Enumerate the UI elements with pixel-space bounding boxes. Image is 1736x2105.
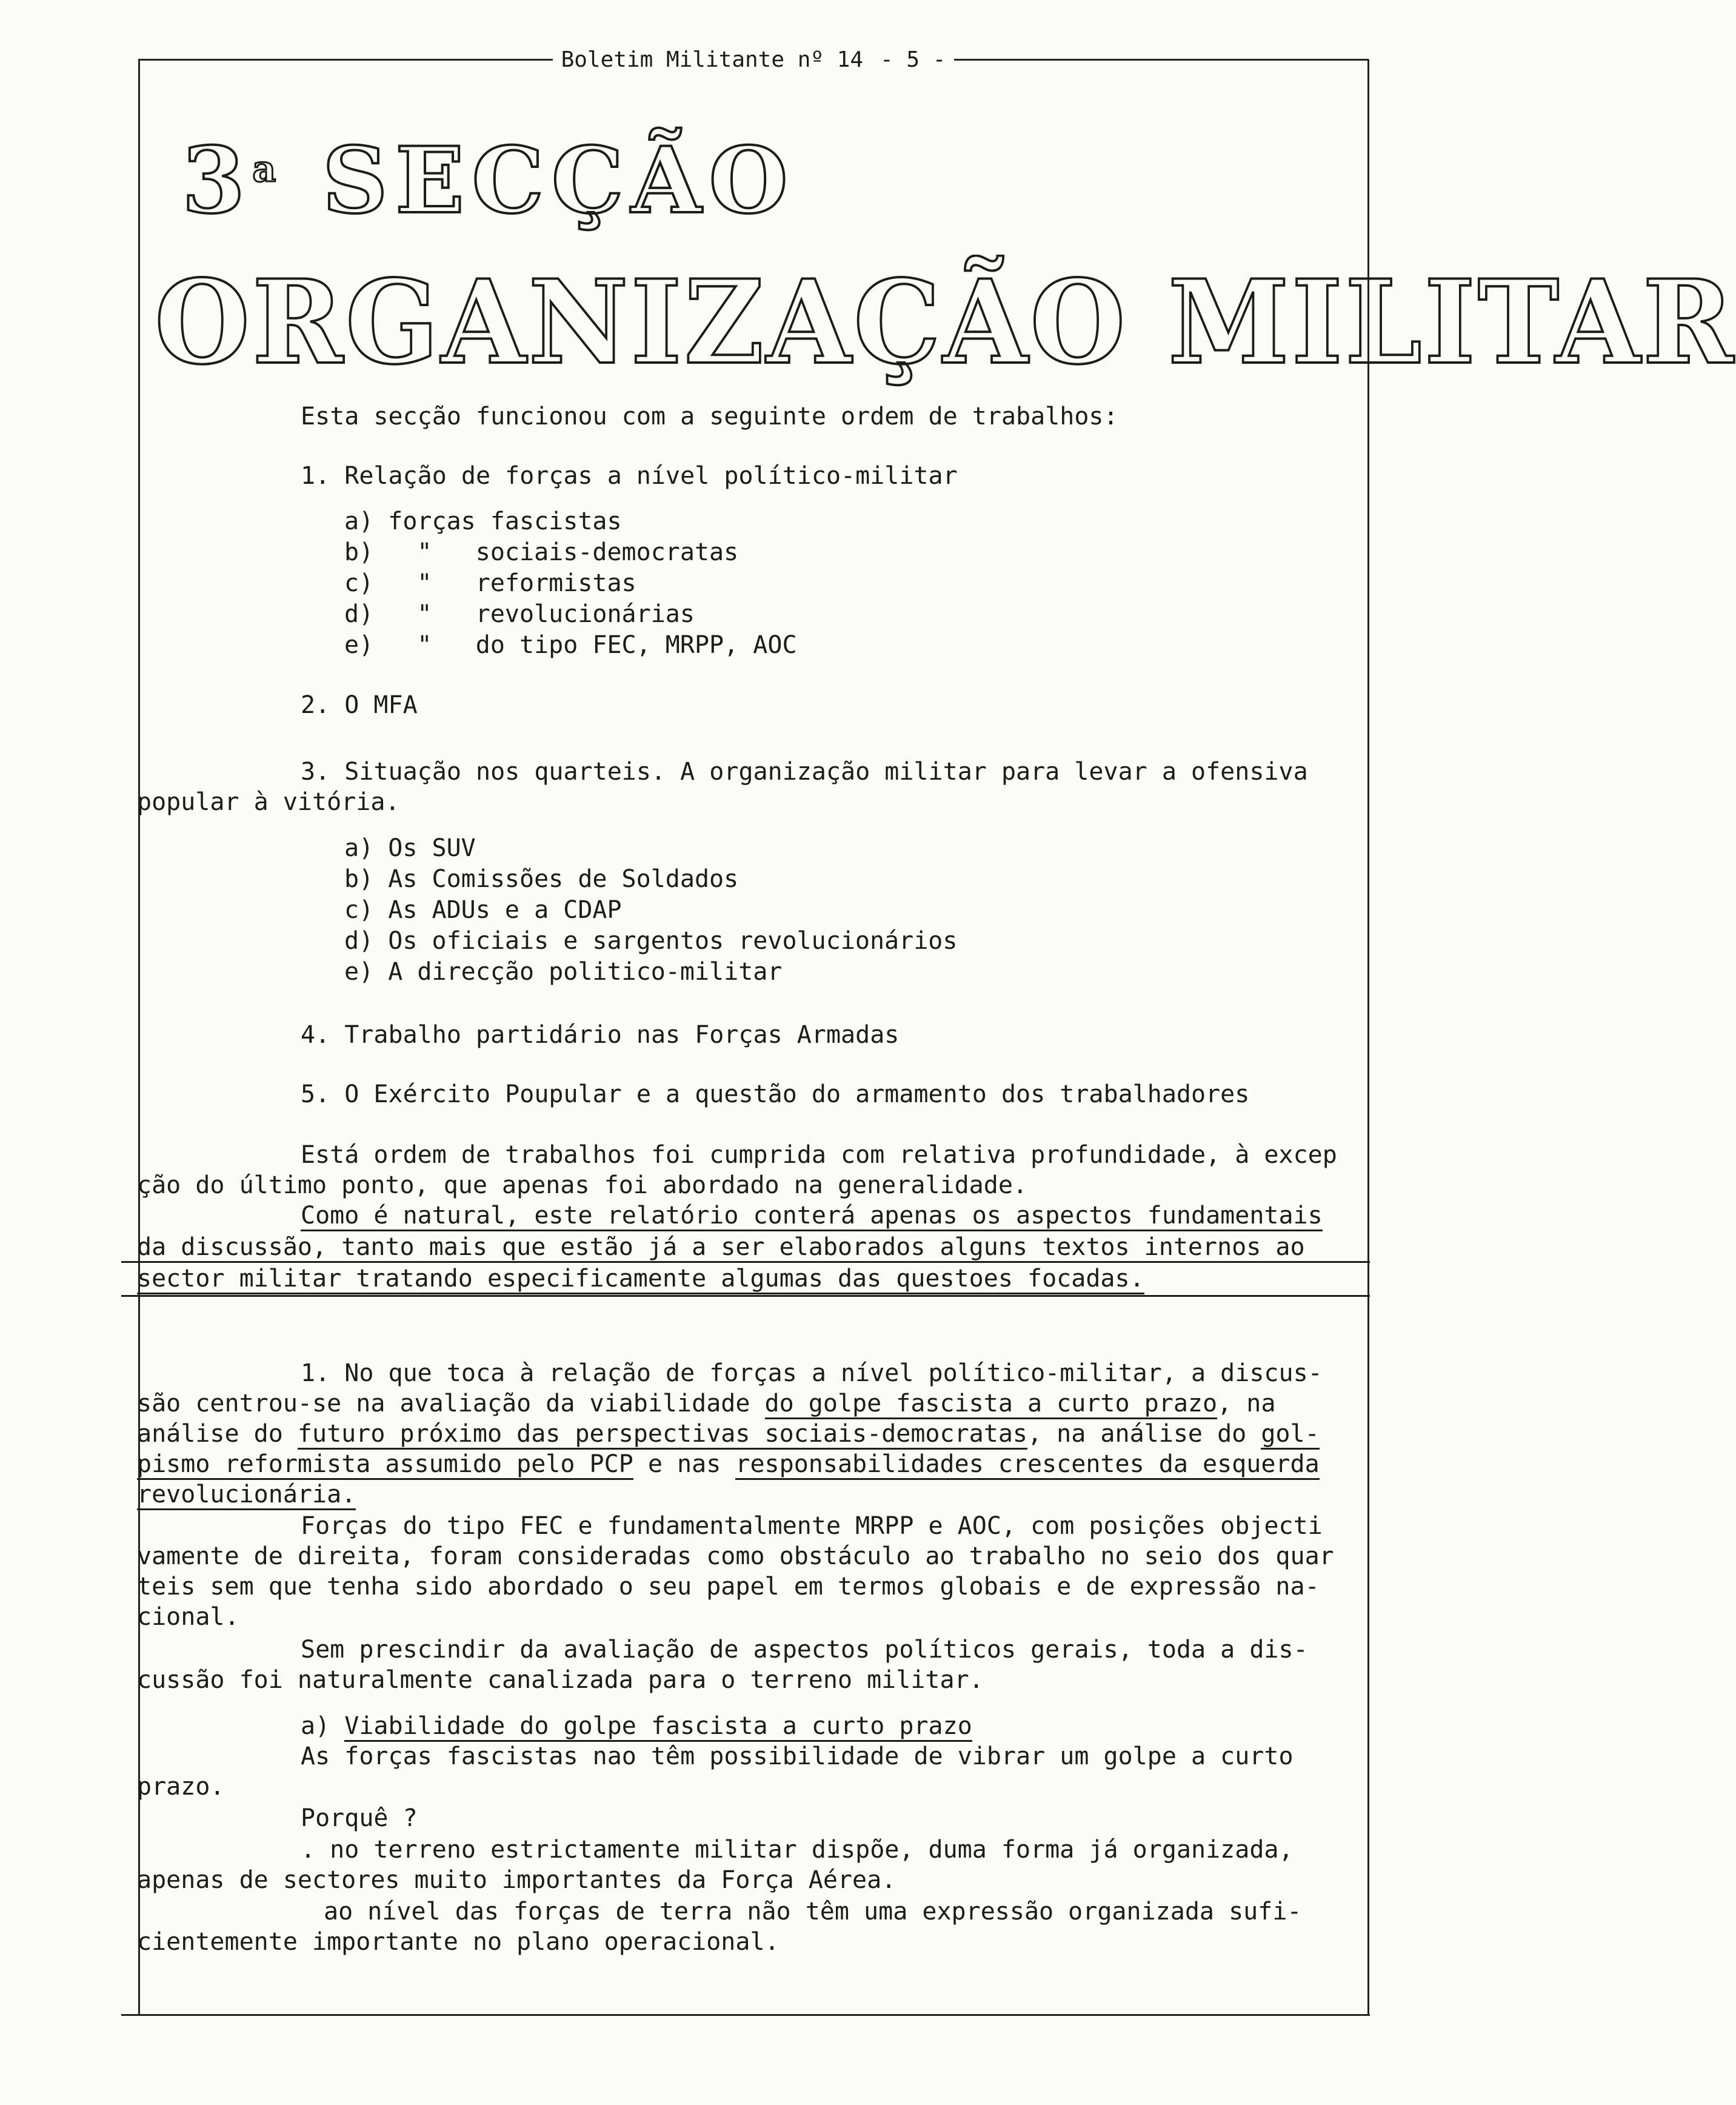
section-a-bullet-1-line-1: . no terreno estrictamente militar dispõe, duma forma já organizada, [301, 1836, 1294, 1864]
para2-line-2-underlined: do golpe fascista a curto prazo [765, 1390, 1218, 1419]
agenda-item-4: 4. Trabalho partidário nas Forças Armadas [301, 1021, 900, 1049]
headline-section-number [182, 127, 795, 234]
para2-line-3-underlined: futuro próximo das perspectivas sociais-democratas [298, 1420, 1027, 1450]
para2-line-4-underlined-end: responsabilidades crescentes da esquerda [735, 1450, 1319, 1480]
para3-line-1: Forças do tipo FEC e fundamentalmente MRPP e AOC, com posições objecti [301, 1512, 1323, 1540]
section-a-bullet-2-line-2: cientemente importante no plano operacional. [137, 1928, 780, 1956]
para1-line-5-underlined: sector militar tratando especificamente algumas das questoes focadas. [137, 1265, 1144, 1294]
section-a-heading-underlined: Viabilidade do golpe fascista a curto prazo [344, 1712, 972, 1742]
section-a-question: Porquê ? [301, 1804, 418, 1832]
agenda-item-3-sub-a: a) Os SUV [344, 834, 476, 862]
para2-line-2a: são centrou-se na avaliação da viabilidade [137, 1390, 765, 1417]
section-a-heading [301, 1711, 972, 1741]
running-head [138, 47, 1369, 72]
agenda-item-1-sub-a: a) forças fascistas [344, 507, 622, 535]
para3-line-2: vamente de direita, foram consideradas como obstáculo ao trabalho no seio dos quar [137, 1542, 1334, 1570]
para1-line-3 [301, 1200, 1323, 1231]
running-title: Boletim Militante nº 14 [561, 47, 864, 72]
frame-bottom-rule [121, 2014, 1370, 2016]
section-a-bullet-1-line-2: apenas de sectores muito importantes da Força Aérea. [137, 1866, 896, 1894]
agenda-item-1: 1. Relação de forças a nível político-militar [301, 462, 958, 490]
para1-line-1: Está ordem de trabalhos foi cumprida com relativa profundidade, à excep [301, 1141, 1337, 1169]
para2-line-2c: , na [1217, 1390, 1276, 1417]
agenda-item-2: 2. O MFA [301, 691, 418, 719]
para1-line-3-underlined: Como é natural, este relatório conterá apenas os aspectos fundamentais [301, 1202, 1323, 1231]
section-a-bullet-2-line-1: ao nível das forças de terra não têm uma expressão organizada sufi- [324, 1898, 1302, 1926]
para1-line-2: ção do último ponto, que apenas foi abordado na generalidade. [137, 1171, 1028, 1199]
para1-line-5 [137, 1263, 1144, 1294]
headline-title: ORGANIZAÇÃO MILITAR [155, 255, 1736, 390]
para3-line-3: teis sem que tenha sido abordado o seu papel em termos globais e de expressão na- [137, 1573, 1320, 1601]
para1-line-4-underlined: da discussão, tanto mais que estão já a ser elaborados alguns textos internos ao [137, 1233, 1305, 1263]
agenda-item-3-sub-d: d) Os oficiais e sargentos revolucionários [344, 927, 958, 955]
headline-word: SECÇÃO [322, 127, 795, 234]
agenda-item-3-sub-c: c) As ADUs e a CDAP [344, 896, 622, 924]
page-number: - 5 - [880, 47, 946, 72]
agenda-item-1-sub-d: d) " revolucionárias [344, 600, 695, 628]
para4-line-2: cussão foi naturalmente canalizada para o terreno militar. [137, 1666, 984, 1694]
frame-left-rule [138, 59, 140, 2015]
para2-line-5-underlined: revolucionária. [137, 1481, 356, 1510]
agenda-item-1-sub-c: c) " reformistas [344, 569, 636, 597]
section-a-line-1: As forças fascistas nao têm possibilidade de vibrar um golpe a curto [301, 1742, 1294, 1770]
headline-number: 3 [182, 127, 253, 234]
para3-line-4: cional. [137, 1603, 239, 1631]
agenda-item-3-sub-b: b) As Comissões de Soldados [344, 865, 739, 893]
para2-line-3 [137, 1419, 1320, 1449]
agenda-item-1-sub-b: b) " sociais-democratas [344, 538, 739, 566]
agenda-item-3-line-2: popular à vitória. [137, 788, 400, 816]
para2-line-1: 1. No que toca à relação de forças a nível político-militar, a discus- [301, 1359, 1323, 1387]
agenda-item-5: 5. O Exército Poupular e a questão do armamento dos trabalhadores [301, 1080, 1250, 1108]
para1-box-rule-bottom [121, 1295, 1370, 1297]
para2-line-2 [137, 1388, 1275, 1419]
headline-ordinal: a [252, 148, 284, 190]
para2-line-3-underlined-end: gol- [1261, 1420, 1319, 1450]
para1-box-rule-top [121, 1261, 1370, 1263]
agenda-item-1-sub-e: e) " do tipo FEC, MRPP, AOC [344, 631, 797, 659]
section-a-prefix: a) [301, 1712, 345, 1740]
para2-line-4-underlined: pismo reformista assumido pelo PCP [137, 1450, 633, 1480]
para2-line-4b: e nas [633, 1450, 736, 1478]
agenda-item-3-line-1: 3. Situação nos quarteis. A organização militar para levar a ofensiva [301, 758, 1308, 786]
para2-line-3c: , na análise do [1027, 1420, 1261, 1448]
agenda-item-3-sub-e: e) A direcção politico-militar [344, 958, 783, 986]
header-rule-left [138, 59, 553, 61]
para2-line-5 [137, 1479, 356, 1510]
para2-line-4 [137, 1449, 1320, 1479]
section-a-line-2: prazo. [137, 1773, 225, 1801]
intro-text: Esta secção funcionou com a seguinte ordem de trabalhos: [301, 403, 1118, 430]
para1-line-4 [137, 1232, 1305, 1262]
header-rule-right [954, 59, 1369, 61]
para2-line-3a: análise do [137, 1420, 298, 1448]
para4-line-1: Sem prescindir da avaliação de aspectos políticos gerais, toda a dis- [301, 1636, 1308, 1664]
